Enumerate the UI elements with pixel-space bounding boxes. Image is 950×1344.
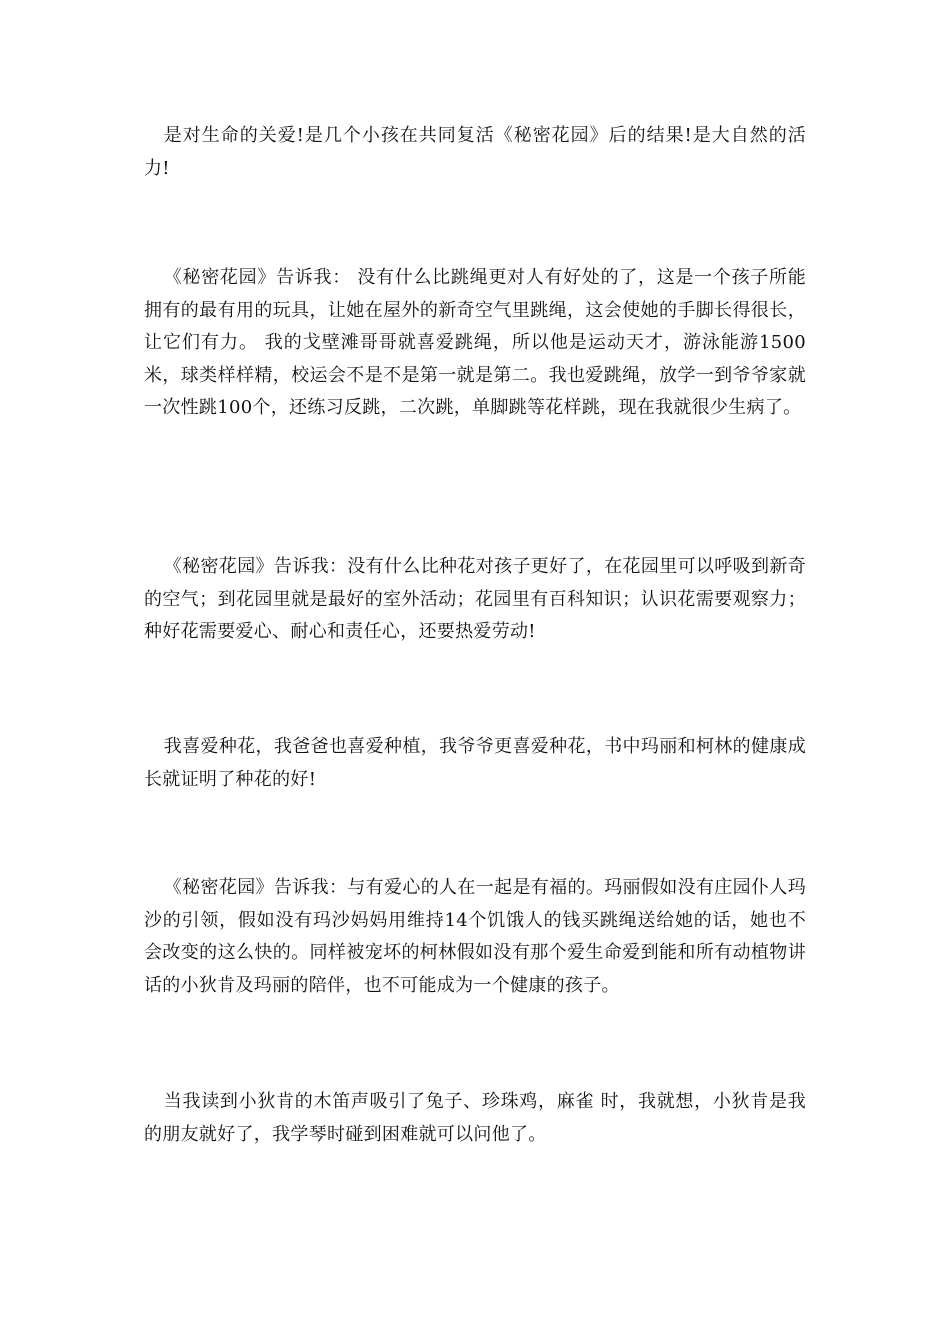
paragraph-love-of-life: 是对生命的关爱!是几个小孩在共同复活《秘密花园》后的结果!是大自然的活力! <box>144 125 806 179</box>
paragraph-rope-skipping: 《秘密花园》告诉我： 没有什么比跳绳更对人有好处的了，这是一个孩子所能拥有的最有用的玩具，让她在屋外的新奇空气里跳绳，这会使她的手脚长得很长，让它们有力。 我的戈壁滩哥哥就喜爱跳绳，所以他是运动天才，游泳能游1500米，球类样样精，校运会不是不是第一就是第二。我也爱跳绳，放学一到爷爷家就一次性跳100个，还练习反跳，二次跳，单脚跳等花样跳，现在我就很少生病了。 <box>144 267 806 418</box>
paragraph-family-gardening: 我喜爱种花，我爸爸也喜爱种植，我爷爷更喜爱种花，书中玛丽和柯林的健康成长就证明了种花的好! <box>144 736 806 790</box>
paragraph-planting-flowers: 《秘密花园》告诉我：没有什么比种花对孩子更好了，在花园里可以呼吸到新奇的空气；到花园里就是最好的室外活动；花园里有百科知识；认识花需要观察力；种好花需要爱心、耐心和责任心，还要热爱劳动! <box>144 556 806 642</box>
paragraph-dickon-flute: 当我读到小狄肯的木笛声吸引了兔子、珍珠鸡，麻雀 时，我就想，小狄肯是我的朋友就好了，我学琴时碰到困难就可以问他了。 <box>144 1091 806 1145</box>
paragraph-loving-people: 《秘密花园》告诉我：与有爱心的人在一起是有福的。玛丽假如没有庄园仆人玛沙的引领，假如没有玛沙妈妈用维持14个饥饿人的钱买跳绳送给她的话，她也不会改变的这么快的。同样被宠坏的柯林假如没有那个爱生命爱到能和所有动植物讲话的小狄肯及玛丽的陪伴，也不可能成为一个健康的孩子。 <box>144 877 806 996</box>
